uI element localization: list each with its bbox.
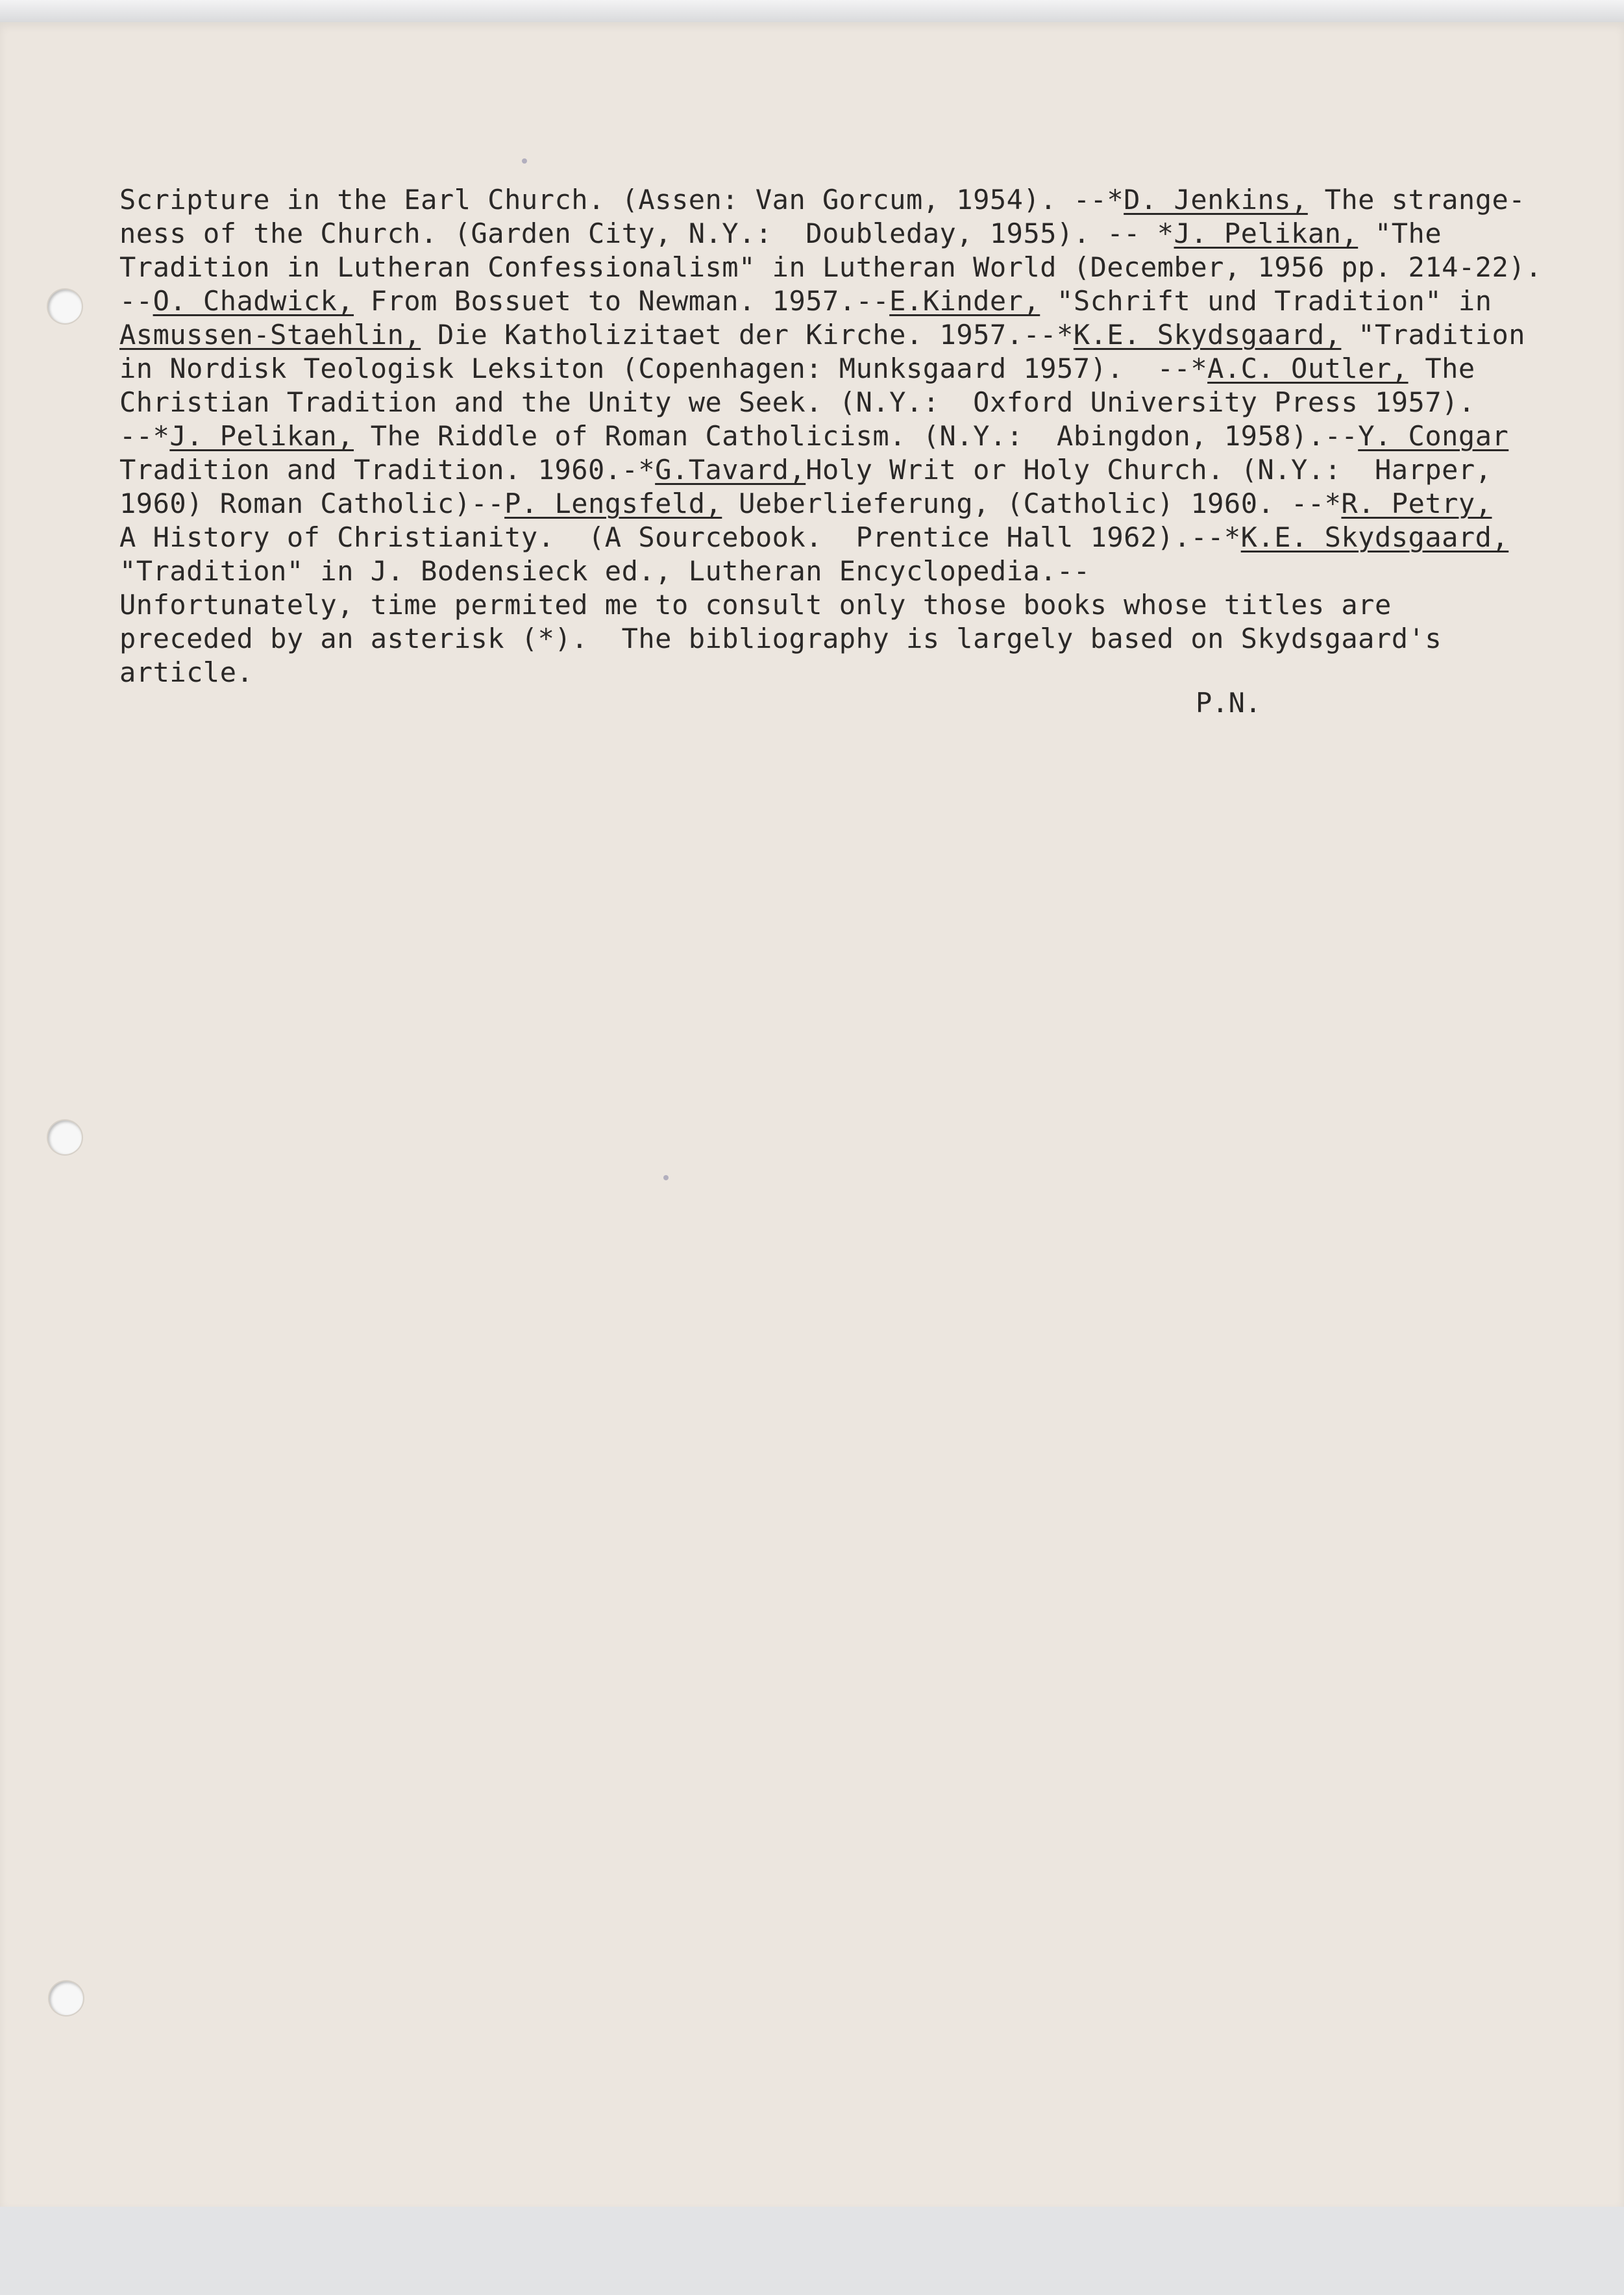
text-line [119,419,1521,453]
text-segment: Holy Writ or Holy Church. (N.Y.: Harper, [806,454,1492,486]
underlined-author: K.E. Skydsgaard, [1073,319,1342,351]
text-line [119,318,1526,352]
text-line [119,521,1521,554]
underlined-author: J. Pelikan, [169,420,354,452]
text-segment: article. [119,656,254,688]
text-segment: Die Katholizitaet der Kirche. 1957.--* [421,319,1074,351]
text-segment: "Tradition [1341,319,1526,351]
text-segment: "Tradition" in J. Bodensieck ed., Lutheran Encyclopedia.-- [119,555,1090,587]
text-line [119,554,1521,588]
text-segment: -- [119,285,153,317]
text-segment: --* [119,420,170,452]
bibliography-text [119,183,1542,689]
paper-speck [522,158,527,164]
underlined-author: G.Tavard, [655,454,806,486]
text-line [119,453,1521,487]
text-segment: The [1408,353,1475,384]
text-line [119,386,1521,419]
text-line [119,284,1521,318]
text-segment: A History of Christianity. (A Sourcebook. Prentice Hall 1962).--* [119,521,1241,553]
text-line [119,352,1521,386]
text-segment: preceded by an asterisk (*). The bibliography is largely based on Skydsgaard's [119,623,1442,654]
underlined-author: K.E. Skydsgaard, [1240,521,1509,553]
text-segment: Scripture in the Earl Church. (Assen: Van Gorcum, 1954). --* [119,184,1124,216]
underlined-author: R. Petry, [1341,488,1492,519]
punch-hole [48,1121,82,1154]
text-segment: "Schrift und Tradition" in [1040,285,1492,317]
text-line [119,487,1521,521]
underlined-author: O. Chadwick, [153,285,354,317]
underlined-author: Asmussen-Staehlin, [119,319,421,351]
underlined-author: A.C. Outler, [1207,353,1409,384]
text-segment: 1960) Roman Catholic)-- [119,488,505,519]
text-segment: in Nordisk Teologisk Leksiton (Copenhagen: Munksgaard 1957). --* [119,353,1208,384]
text-line [119,251,1542,284]
text-line [119,217,1521,251]
text-line [119,656,1521,689]
text-segment: Ueberlieferung, (Catholic) 1960. --* [722,488,1342,519]
scanner-top-edge [0,0,1624,22]
text-line [119,588,1521,622]
underlined-author: E.Kinder, [889,285,1040,317]
underlined-author: Y. Congar [1358,420,1509,452]
text-segment: The strange- [1307,184,1526,216]
punch-hole [48,290,82,323]
signature-initials: P.N. [1196,687,1262,719]
underlined-author: J. Pelikan, [1174,217,1359,249]
text-line [119,183,1526,217]
text-segment: Christian Tradition and the Unity we Seek. (N.Y.: Oxford University Press 1957). [119,386,1475,418]
underlined-author: D. Jenkins, [1124,184,1308,216]
text-segment: Unfortunately, time permited me to consult only those books whose titles are [119,589,1392,621]
text-segment: ness of the Church. (Garden City, N.Y.: Doubleday, 1955). -- * [119,217,1174,249]
text-segment: Tradition in Lutheran Confessionalism" in Lutheran World (December, 1956 pp. 214-22). [119,251,1542,283]
punch-hole [49,1981,83,2015]
text-segment: The Riddle of Roman Catholicism. (N.Y.: Abingdon, 1958).-- [354,420,1359,452]
text-segment: From Bossuet to Newman. 1957.-- [354,285,890,317]
scanner-bottom-edge [0,2207,1624,2295]
text-segment: "The [1358,217,1442,249]
underlined-author: P. Lengsfeld, [504,488,722,519]
paper-speck [663,1175,669,1180]
text-segment: Tradition and Tradition. 1960.-* [119,454,656,486]
text-line [119,622,1521,656]
